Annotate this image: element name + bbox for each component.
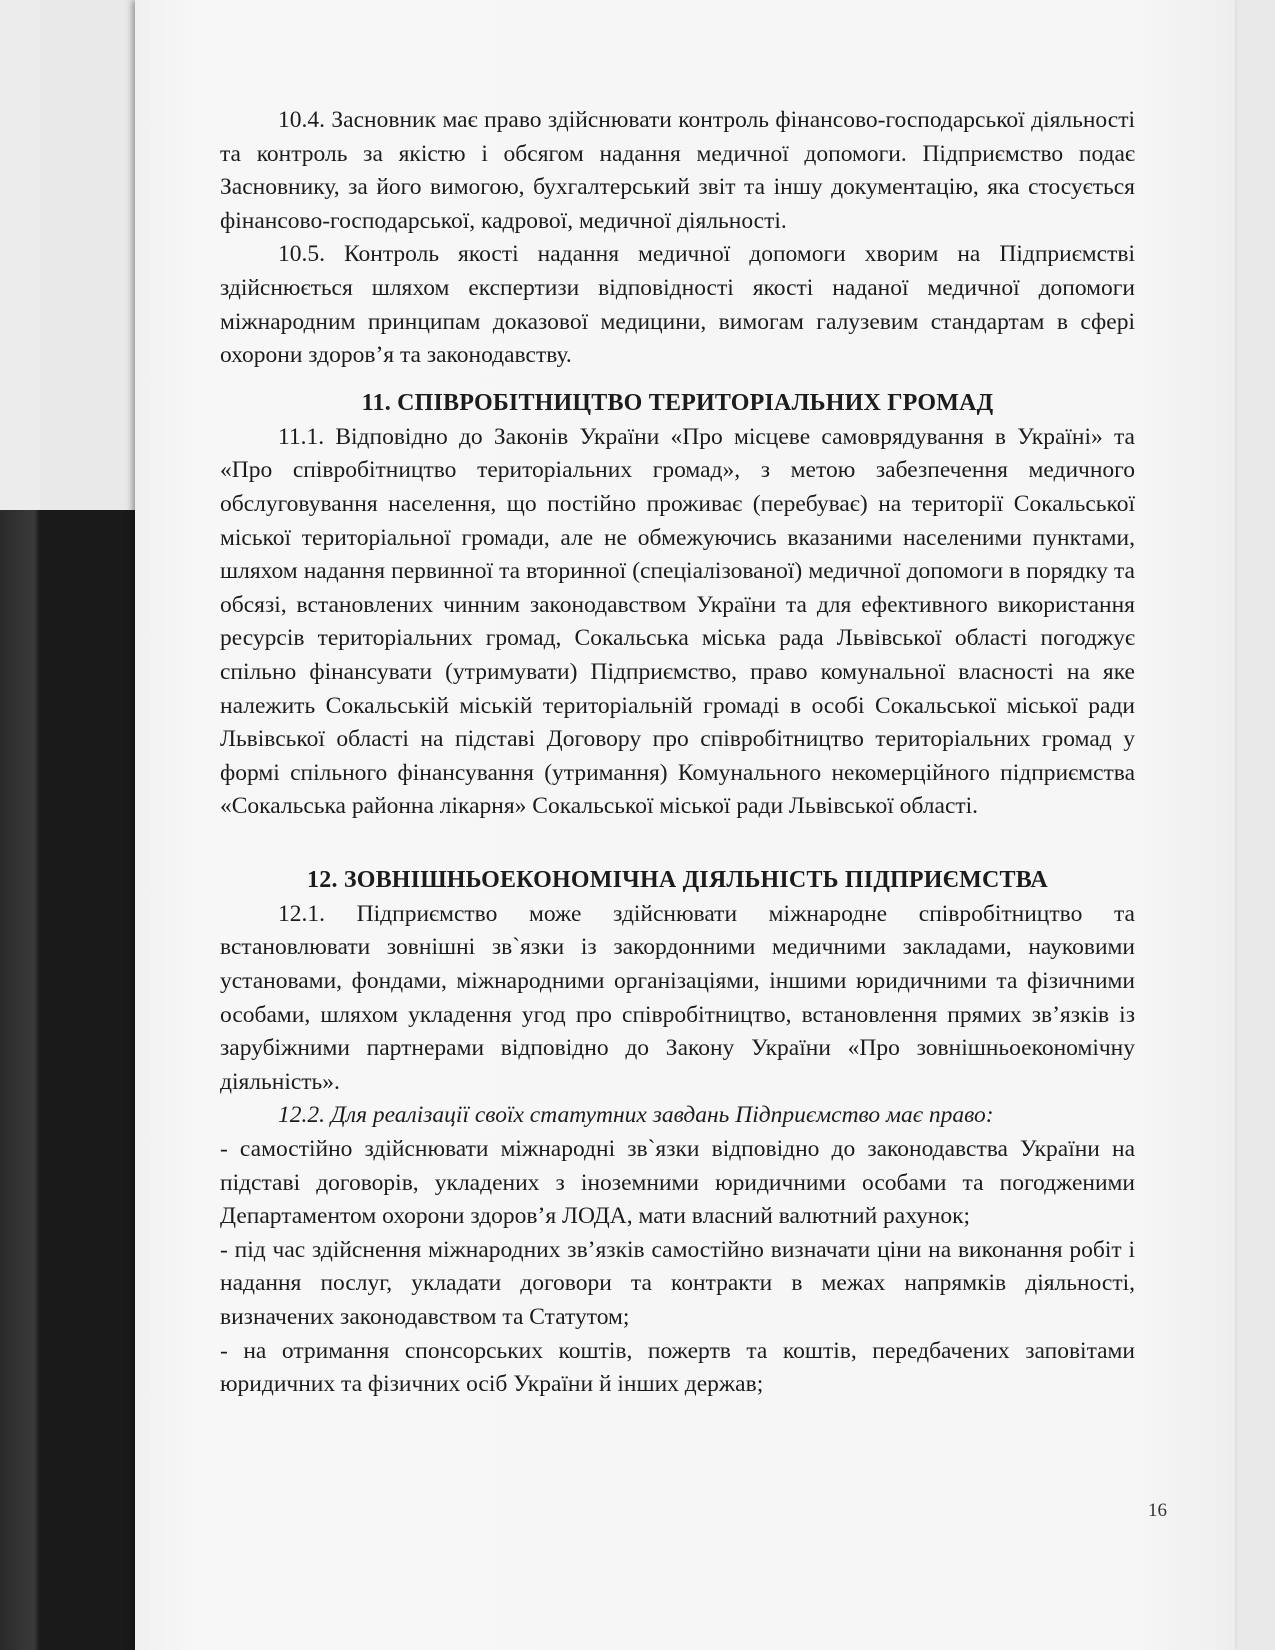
paragraph-12-2: 12.2. Для реалізації своїх статутних завдань Підприємство має право:: [278, 1102, 994, 1129]
page-content: [220, 104, 1135, 1402]
section-heading-12: 12. ЗОВНІШНЬОЕКОНОМІЧНА ДІЯЛЬНІСТЬ ПІДПРИЄМСТВА: [307, 866, 1048, 893]
page-number: 16: [1148, 1500, 1167, 1521]
paragraph-10-4: 10.4. Засновник має право здійснювати контроль фінансово-господарської діяльності та контроль за якістю і обсягом надання медичної допомоги. Підприємство подає Засновнику, за його вимогою, бухгалтерський звіт та іншу документацію, яка стосується фінансово-господарської, кадрової, медичної діяльності.: [220, 107, 1135, 234]
paragraph-10-5: 10.5. Контроль якості надання медичної допомоги хворим на Підприємстві здійснюється шляхом експертизи відповідності якості наданої медичної допомоги міжнародним принципам доказової медицини, вимогам галузевим стандартам в сфері охорони здоров’я та законодавству.: [220, 241, 1135, 369]
list-item-foreign-relations: - самостійно здійснювати міжнародні зв`язки відповідно до законодавства України на підставі договорів, укладених з іноземними юридичними особами та погодженими Департаментом охорони здоров’я ЛОДА, мати власний валютний рахунок;: [220, 1136, 1135, 1230]
document-page: [135, 0, 1235, 1650]
paragraph-11-1: 11.1. Відповідно до Законів України «Про місцеве самоврядування в Україні» та «Про співробітництво територіальних громад», з метою забезпечення медичного обслуговування населення, що постійно проживає (перебуває) на території Сокальської міської територіальної громади, але не обмежуючись вказаними населеними пунктами, шляхом надання первинної та вторинної (спеціалізованої) медичної допомоги в порядку та обсязі, встановлених чинним законодавством України та для ефективного використання ресурсів територіальних громад, Сокальська міська рада Львівської області погоджує спільно фінансувати (утримувати) Підприємство, право комунальної власності на яке належить Сокальській міській територіальній громаді в особі Сокальської міської ради Львівської області на підставі Договору про співробітництво територіальних громад у формі спільного фінансування (утримання) Комунального некомерційного підприємства «Сокальська районна лікарня» Сокальської міської ради Львівської області.: [220, 423, 1135, 820]
paragraph-12-1: 12.1. Підприємство може здійснювати міжнародне співробітництво та встановлювати зовнішні зв`язки із закордонними медичними закладами, науковими установами, фондами, міжнародними організаціями, іншими юридичними та фізичними особами, шляхом укладення угод про співробітництво, встановлення прямих зв’язків із зарубіжними партнерами відповідно до Закону України «Про зовнішньоекономічну діяльність».: [220, 900, 1135, 1095]
list-item-pricing: - під час здійснення міжнародних зв’язків самостійно визначати ціни на виконання робіт і надання послуг, укладати договори та контракти в межах напрямків діяльності, визначених законодавством та Статутом;: [220, 1236, 1135, 1330]
section-heading-11: 11. СПІВРОБІТНИЦТВО ТЕРИТОРІАЛЬНИХ ГРОМАД: [361, 389, 994, 416]
list-item-sponsorship: - на отримання спонсорських коштів, пожертв та коштів, передбачених заповітами юридичних та фізичних осіб України й інших держав;: [220, 1337, 1135, 1398]
